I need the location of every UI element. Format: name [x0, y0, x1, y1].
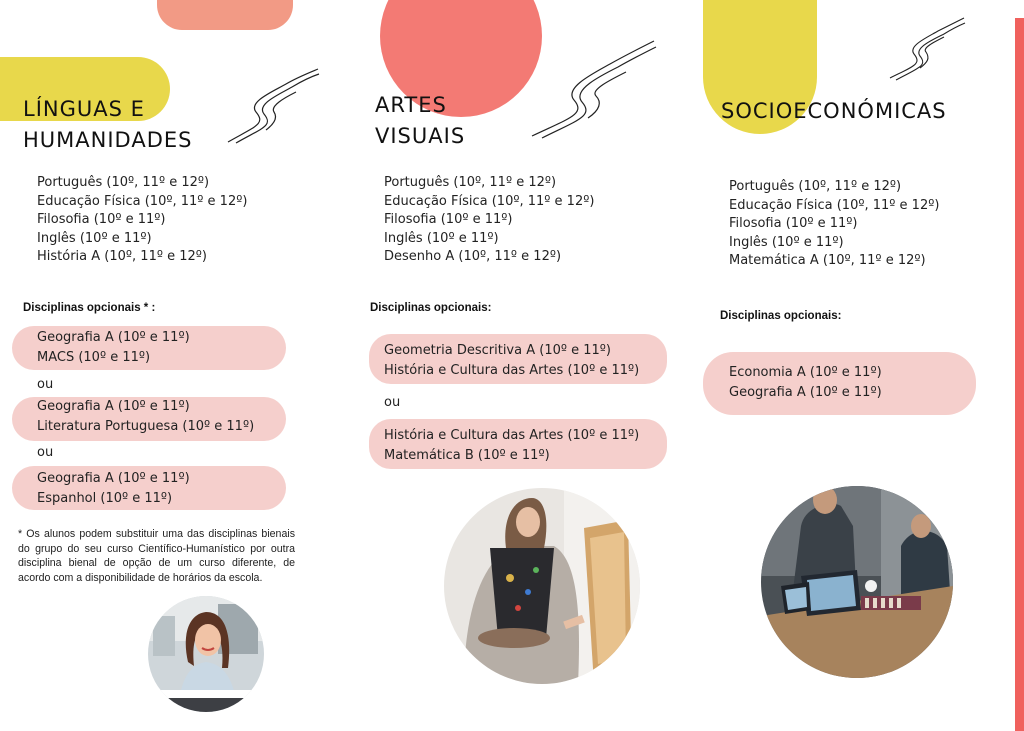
list-item: Desenho A (10º, 11º e 12º)	[384, 249, 562, 265]
list-item: Português (10º, 11º e 12º)	[37, 175, 210, 190]
list-item: Filosofia (10º e 11º)	[37, 212, 166, 228]
option-pill	[369, 419, 667, 469]
list-item: Educação Física (10º, 11º e 12º)	[37, 193, 248, 209]
column-title-socioeconomicas: SOCIOECONÓMICAS	[721, 99, 947, 123]
painter-at-easel-photo	[444, 488, 640, 684]
list-item: Inglês (10º e 11º)	[37, 230, 152, 246]
option-pill	[12, 397, 286, 441]
list-item: Geografia A (10º e 11º)	[37, 330, 190, 345]
list-item: Geografia A (10º e 11º)	[729, 384, 882, 400]
list-item: Geografia A (10º e 11º)	[37, 399, 190, 414]
list-item: Filosofia (10º e 11º)	[384, 212, 513, 228]
optional-heading: Disciplinas opcionais:	[720, 310, 842, 322]
list-item: Literatura Portuguesa (10º e 11º)	[37, 418, 255, 434]
list-item: Espanhol (10º e 11º)	[37, 490, 173, 506]
list-item: História e Cultura das Artes (10º e 11º)	[384, 428, 640, 443]
list-item: Geometria Descritiva A (10º e 11º)	[384, 343, 611, 358]
optional-heading: Disciplinas opcionais * :	[23, 302, 156, 314]
footnote: * Os alunos podem substituir uma das disciplinas bienais do grupo do seu curso Científico-Humanístico por outra disciplina bienal de opção de um curso diferente, de acordo com a disponibilidade de horários da escola.	[18, 528, 295, 584]
or-label: ou	[37, 445, 54, 460]
list-item: Economia A (10º e 11º)	[729, 365, 882, 380]
list-item: Filosofia (10º e 11º)	[729, 216, 858, 232]
list-item: Inglês (10º e 11º)	[384, 230, 499, 246]
list-item: História A (10º, 11º e 12º)	[37, 249, 207, 265]
list-item: Português (10º, 11º e 12º)	[729, 179, 902, 194]
option-pill	[12, 466, 286, 510]
option-pill	[703, 352, 976, 415]
list-item: Matemática A (10º, 11º e 12º)	[729, 253, 926, 269]
list-item: MACS (10º e 11º)	[37, 349, 151, 365]
woman-at-desk-photo	[148, 596, 264, 712]
office-meeting-photo	[761, 486, 953, 678]
core-subjects-list	[729, 178, 939, 271]
or-label: ou	[37, 377, 54, 392]
list-item: Geografia A (10º e 11º)	[37, 471, 190, 486]
list-item: Educação Física (10º, 11º e 12º)	[384, 193, 595, 209]
list-item: Português (10º, 11º e 12º)	[384, 175, 557, 190]
column-title-artes: ARTES VISUAIS	[375, 93, 466, 148]
squiggle-lines-icon	[888, 16, 966, 82]
core-subjects-list	[37, 174, 247, 267]
salmon-tab-shape	[157, 0, 293, 30]
core-subjects-list	[384, 174, 594, 267]
column-title-linguas: LÍNGUAS E HUMANIDADES	[23, 97, 193, 152]
option-pill	[12, 326, 286, 370]
optional-heading: Disciplinas opcionais:	[370, 302, 492, 314]
list-item: Matemática B (10º e 11º)	[384, 447, 550, 463]
or-label: ou	[384, 395, 401, 410]
list-item: Inglês (10º e 11º)	[729, 234, 844, 250]
option-pill	[369, 334, 667, 384]
squiggle-lines-icon	[530, 38, 658, 140]
list-item: Educação Física (10º, 11º e 12º)	[729, 197, 940, 213]
squiggle-lines-icon	[226, 66, 321, 146]
list-item: História e Cultura das Artes (10º e 11º)	[384, 362, 640, 378]
right-accent-bar	[1015, 18, 1024, 731]
